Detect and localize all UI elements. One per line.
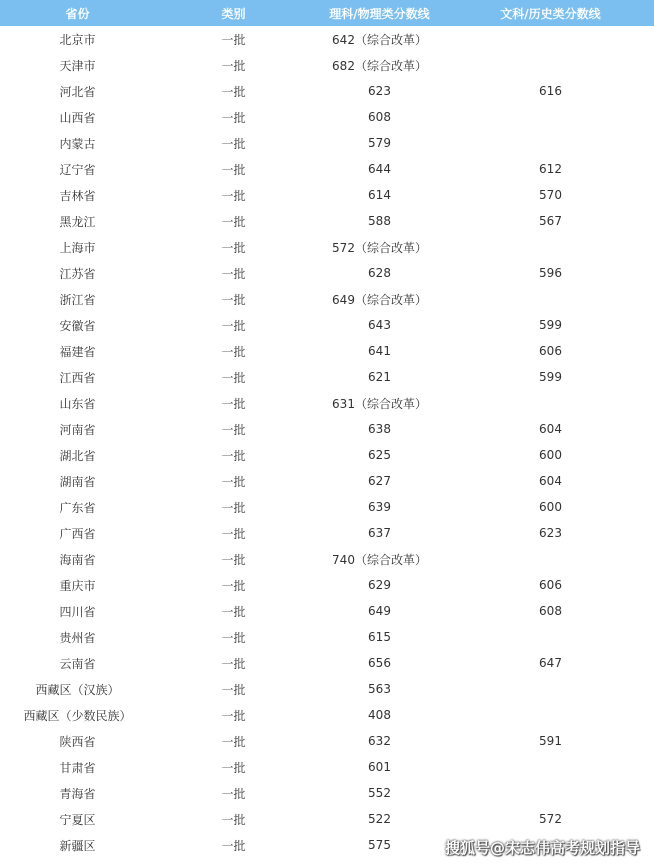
arts-score-cell	[447, 780, 654, 806]
province-cell: 福建省	[0, 338, 155, 364]
science-score-cell: 649（综合改革）	[312, 286, 447, 312]
science-score-cell: 621	[312, 364, 447, 390]
province-cell: 广东省	[0, 494, 155, 520]
table-row	[0, 676, 654, 702]
science-score-cell: 740（综合改革）	[312, 546, 447, 572]
science-score-cell: 575	[312, 832, 447, 858]
table-row	[0, 494, 654, 520]
science-score-cell: 642（综合改革）	[312, 26, 447, 52]
category-cell: 一批	[155, 338, 312, 364]
category-cell: 一批	[155, 442, 312, 468]
table-row	[0, 780, 654, 806]
province-cell: 江苏省	[0, 260, 155, 286]
province-cell: 天津市	[0, 52, 155, 78]
science-score-cell: 572（综合改革）	[312, 234, 447, 260]
category-cell: 一批	[155, 156, 312, 182]
arts-score-cell: 596	[447, 260, 654, 286]
table-row	[0, 702, 654, 728]
table-row	[0, 468, 654, 494]
category-cell: 一批	[155, 754, 312, 780]
science-score-cell: 628	[312, 260, 447, 286]
science-score-cell: 637	[312, 520, 447, 546]
province-cell: 内蒙古	[0, 130, 155, 156]
table-row	[0, 312, 654, 338]
arts-score-cell: 572	[447, 806, 654, 832]
table-row	[0, 156, 654, 182]
science-score-cell: 614	[312, 182, 447, 208]
category-cell: 一批	[155, 702, 312, 728]
arts-score-cell	[447, 26, 654, 52]
province-cell: 宁夏区	[0, 806, 155, 832]
arts-score-cell: 591	[447, 728, 654, 754]
category-cell: 一批	[155, 728, 312, 754]
science-score-cell: 631（综合改革）	[312, 390, 447, 416]
province-cell: 西藏区（少数民族）	[0, 702, 155, 728]
science-score-cell: 579	[312, 130, 447, 156]
table-row	[0, 104, 654, 130]
science-score-cell: 615	[312, 624, 447, 650]
category-cell: 一批	[155, 650, 312, 676]
table-row	[0, 650, 654, 676]
arts-score-cell	[447, 624, 654, 650]
category-cell: 一批	[155, 208, 312, 234]
province-cell: 江西省	[0, 364, 155, 390]
science-score-cell: 601	[312, 754, 447, 780]
category-cell: 一批	[155, 676, 312, 702]
table-row	[0, 390, 654, 416]
table-row	[0, 754, 654, 780]
science-score-cell: 552	[312, 780, 447, 806]
category-cell: 一批	[155, 182, 312, 208]
science-score-cell: 588	[312, 208, 447, 234]
arts-score-cell: 600	[447, 442, 654, 468]
province-cell: 陕西省	[0, 728, 155, 754]
category-cell: 一批	[155, 832, 312, 858]
science-score-cell: 632	[312, 728, 447, 754]
category-cell: 一批	[155, 364, 312, 390]
category-cell: 一批	[155, 52, 312, 78]
science-score-cell: 608	[312, 104, 447, 130]
table-row	[0, 26, 654, 52]
table-row	[0, 546, 654, 572]
table-row	[0, 130, 654, 156]
province-cell: 四川省	[0, 598, 155, 624]
province-cell: 云南省	[0, 650, 155, 676]
province-cell: 甘肃省	[0, 754, 155, 780]
category-cell: 一批	[155, 494, 312, 520]
table-row	[0, 598, 654, 624]
category-cell: 一批	[155, 546, 312, 572]
arts-score-cell: 616	[447, 78, 654, 104]
arts-score-cell	[447, 104, 654, 130]
province-cell: 贵州省	[0, 624, 155, 650]
province-cell: 湖北省	[0, 442, 155, 468]
category-cell: 一批	[155, 234, 312, 260]
province-cell: 山西省	[0, 104, 155, 130]
category-cell: 一批	[155, 130, 312, 156]
science-score-cell: 522	[312, 806, 447, 832]
science-score-cell: 629	[312, 572, 447, 598]
category-cell: 一批	[155, 468, 312, 494]
header-province: 省份	[0, 0, 155, 26]
science-score-cell: 627	[312, 468, 447, 494]
province-cell: 安徽省	[0, 312, 155, 338]
header-row	[0, 0, 654, 26]
category-cell: 一批	[155, 598, 312, 624]
header-arts-score: 文科/历史类分数线	[447, 0, 654, 26]
province-cell: 新疆区	[0, 832, 155, 858]
header-category: 类别	[155, 0, 312, 26]
table-row	[0, 520, 654, 546]
table-row	[0, 728, 654, 754]
arts-score-cell: 599	[447, 364, 654, 390]
arts-score-cell	[447, 130, 654, 156]
province-cell: 西藏区（汉族）	[0, 676, 155, 702]
arts-score-cell	[447, 702, 654, 728]
arts-score-cell	[447, 390, 654, 416]
arts-score-cell	[447, 676, 654, 702]
science-score-cell: 639	[312, 494, 447, 520]
science-score-cell: 656	[312, 650, 447, 676]
table-row	[0, 234, 654, 260]
science-score-cell: 625	[312, 442, 447, 468]
arts-score-cell: 623	[447, 520, 654, 546]
science-score-cell: 682（综合改革）	[312, 52, 447, 78]
arts-score-cell: 608	[447, 598, 654, 624]
province-cell: 北京市	[0, 26, 155, 52]
category-cell: 一批	[155, 26, 312, 52]
province-cell: 青海省	[0, 780, 155, 806]
arts-score-cell	[447, 286, 654, 312]
arts-score-cell: 612	[447, 156, 654, 182]
province-cell: 浙江省	[0, 286, 155, 312]
table-body	[0, 26, 654, 858]
arts-score-cell	[447, 754, 654, 780]
province-cell: 黑龙江	[0, 208, 155, 234]
arts-score-cell: 606	[447, 572, 654, 598]
science-score-cell: 649	[312, 598, 447, 624]
table-row	[0, 806, 654, 832]
category-cell: 一批	[155, 806, 312, 832]
science-score-cell: 638	[312, 416, 447, 442]
table-row	[0, 572, 654, 598]
arts-score-cell: 567	[447, 208, 654, 234]
table-row	[0, 442, 654, 468]
arts-score-cell: 570	[447, 182, 654, 208]
category-cell: 一批	[155, 520, 312, 546]
province-cell: 吉林省	[0, 182, 155, 208]
arts-score-cell: 604	[447, 416, 654, 442]
category-cell: 一批	[155, 286, 312, 312]
arts-score-cell: 600	[447, 494, 654, 520]
arts-score-cell	[447, 546, 654, 572]
table-row	[0, 52, 654, 78]
arts-score-cell: 599	[447, 312, 654, 338]
province-cell: 广西省	[0, 520, 155, 546]
category-cell: 一批	[155, 104, 312, 130]
table-header	[0, 0, 654, 26]
category-cell: 一批	[155, 572, 312, 598]
province-cell: 辽宁省	[0, 156, 155, 182]
table-row	[0, 286, 654, 312]
category-cell: 一批	[155, 390, 312, 416]
province-cell: 山东省	[0, 390, 155, 416]
science-score-cell: 644	[312, 156, 447, 182]
watermark: 搜狐号@宋志伟高考规划指导	[444, 839, 640, 857]
table-row	[0, 78, 654, 104]
category-cell: 一批	[155, 260, 312, 286]
province-cell: 海南省	[0, 546, 155, 572]
province-cell: 河南省	[0, 416, 155, 442]
science-score-cell: 641	[312, 338, 447, 364]
arts-score-cell	[447, 234, 654, 260]
province-cell: 湖南省	[0, 468, 155, 494]
province-cell: 河北省	[0, 78, 155, 104]
table-row	[0, 624, 654, 650]
table-row	[0, 364, 654, 390]
science-score-cell: 623	[312, 78, 447, 104]
category-cell: 一批	[155, 624, 312, 650]
arts-score-cell: 606	[447, 338, 654, 364]
category-cell: 一批	[155, 780, 312, 806]
category-cell: 一批	[155, 312, 312, 338]
table-row	[0, 208, 654, 234]
science-score-cell: 643	[312, 312, 447, 338]
province-cell: 重庆市	[0, 572, 155, 598]
province-cell: 上海市	[0, 234, 155, 260]
arts-score-cell: 604	[447, 468, 654, 494]
table-row	[0, 416, 654, 442]
table-row	[0, 260, 654, 286]
table-row	[0, 182, 654, 208]
science-score-cell: 563	[312, 676, 447, 702]
category-cell: 一批	[155, 78, 312, 104]
arts-score-cell	[447, 52, 654, 78]
arts-score-cell: 647	[447, 650, 654, 676]
table-row	[0, 338, 654, 364]
category-cell: 一批	[155, 416, 312, 442]
header-science-score: 理科/物理类分数线	[312, 0, 447, 26]
science-score-cell: 408	[312, 702, 447, 728]
